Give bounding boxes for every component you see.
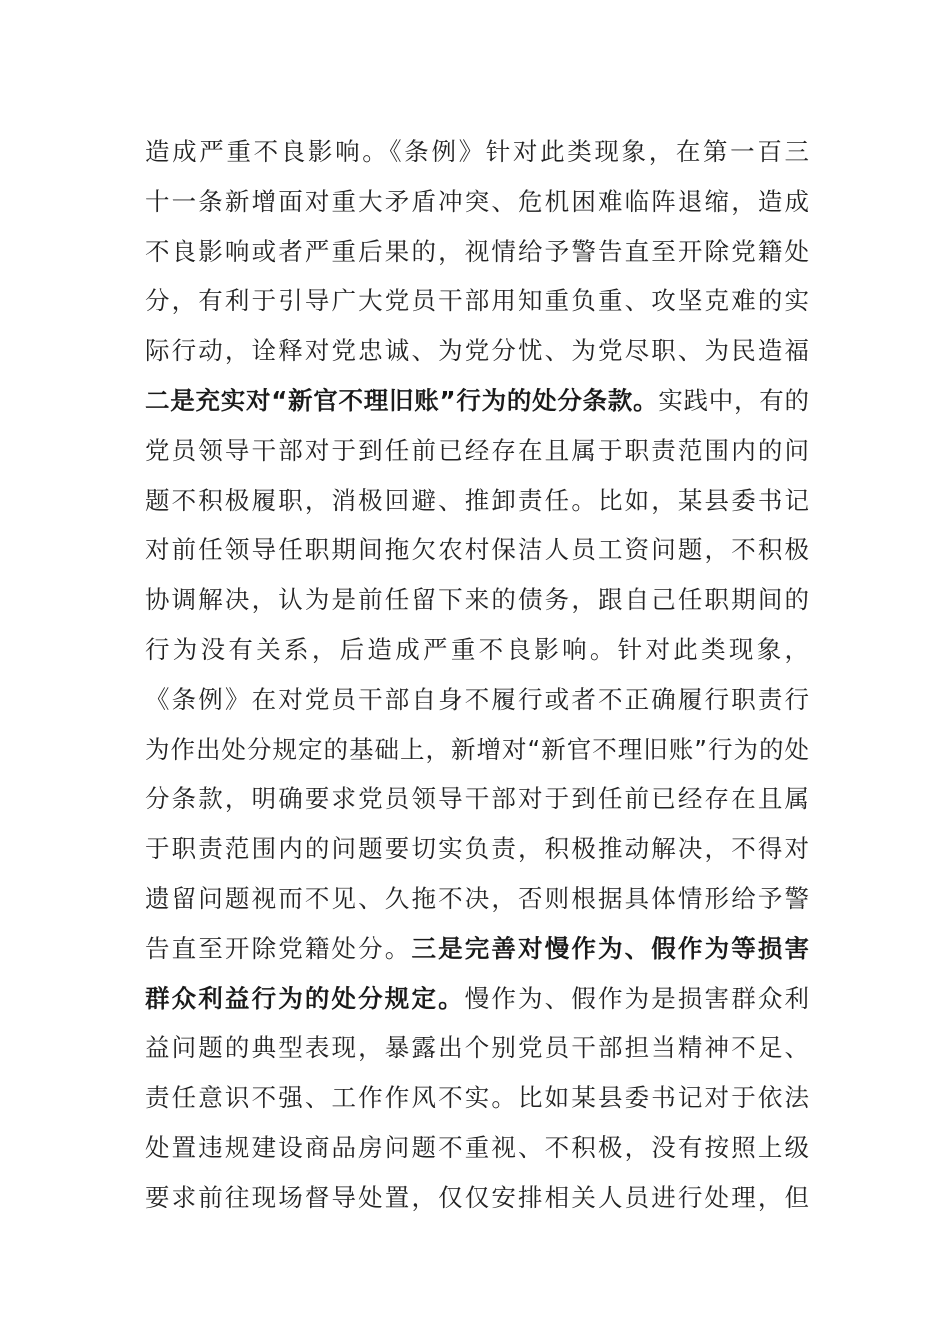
- text-run: 分，有利于引导广大党员干部用知重负重、攻坚克难的实: [145, 286, 809, 316]
- text-line: [145, 426, 809, 476]
- text-run: 处置违规建设商品房问题不重视、不积极，没有按照上级: [145, 1132, 809, 1162]
- text-run: 慢作为、假作为是损害群众利: [464, 983, 809, 1013]
- text-run: 行为没有关系，后造成严重不良影响。针对此类现象，: [145, 634, 809, 664]
- text-run: 题不积极履职，消极回避、推卸责任。比如，某县委书记: [145, 485, 809, 515]
- text-line: [145, 575, 809, 625]
- text-run: 益问题的典型表现，暴露出个别党员干部担当精神不足、: [145, 1033, 809, 1063]
- bold-heading-run: 二是充实对“新官不理旧账”行为的处分条款。: [145, 385, 659, 415]
- text-line: [145, 774, 809, 824]
- text-run: 对前任领导任职期间拖欠农村保洁人员工资问题，不积极: [145, 535, 809, 565]
- text-line: [145, 725, 809, 775]
- text-line: [145, 1123, 809, 1173]
- text-line: [145, 476, 809, 526]
- bold-heading-run: 群众利益行为的处分规定。: [145, 983, 465, 1013]
- text-run: 为作出处分规定的基础上，新增对“新官不理旧账”行为的处: [145, 734, 809, 764]
- text-run: 实践中，有的: [658, 385, 809, 415]
- text-line: [145, 974, 809, 1024]
- text-run: 不良影响或者严重后果的，视情给予警告直至开除党籍处: [145, 236, 809, 266]
- text-run: 于职责范围内的问题要切实负责，积极推动解决，不得对: [145, 834, 809, 864]
- text-line: [145, 376, 809, 426]
- text-line: [145, 1023, 809, 1073]
- text-run: 要求前往现场督导处置，仅仅安排相关人员进行处理，但: [145, 1182, 809, 1212]
- text-run: 造成严重不良影响。《条例》针对此类现象，在第一百三: [145, 137, 809, 166]
- bold-heading-run: 三是完善对慢作为、假作为等损害: [411, 933, 809, 963]
- text-line: [145, 177, 809, 227]
- text-line: [145, 924, 809, 974]
- text-line: [145, 326, 809, 376]
- text-line: [145, 874, 809, 924]
- text-line: [145, 525, 809, 575]
- text-line: [145, 1073, 809, 1123]
- text-line: [145, 227, 809, 277]
- text-run: 十一条新增面对重大矛盾冲突、危机困难临阵退缩，造成: [145, 186, 809, 216]
- text-run: 协调解决，认为是前任留下来的债务，跟自己任职期间的: [145, 585, 809, 615]
- text-run: 责任意识不强、工作作风不实。比如某县委书记对于依法: [145, 1083, 809, 1113]
- text-line: [145, 276, 809, 326]
- text-line: [145, 824, 809, 874]
- text-run: 分条款，明确要求党员领导干部对于到任前已经存在且属: [145, 784, 809, 814]
- text-run: 际行动，诠释对党忠诚、为党分忧、为党尽职、为民造福: [145, 336, 809, 366]
- text-line: [145, 675, 809, 725]
- text-run: 《条例》在对党员干部自身不履行或者不正确履行职责行: [145, 684, 809, 714]
- text-run: 遗留问题视而不见、久拖不决，否则根据具体情形给予警: [145, 883, 809, 913]
- text-line: [145, 625, 809, 675]
- body-text: [145, 127, 809, 1223]
- text-run: 党员领导干部对于到任前已经存在且属于职责范围内的问: [145, 435, 809, 465]
- text-line: [145, 127, 809, 177]
- text-run: 告直至开除党籍处分。: [145, 933, 412, 963]
- text-line: [145, 1173, 809, 1223]
